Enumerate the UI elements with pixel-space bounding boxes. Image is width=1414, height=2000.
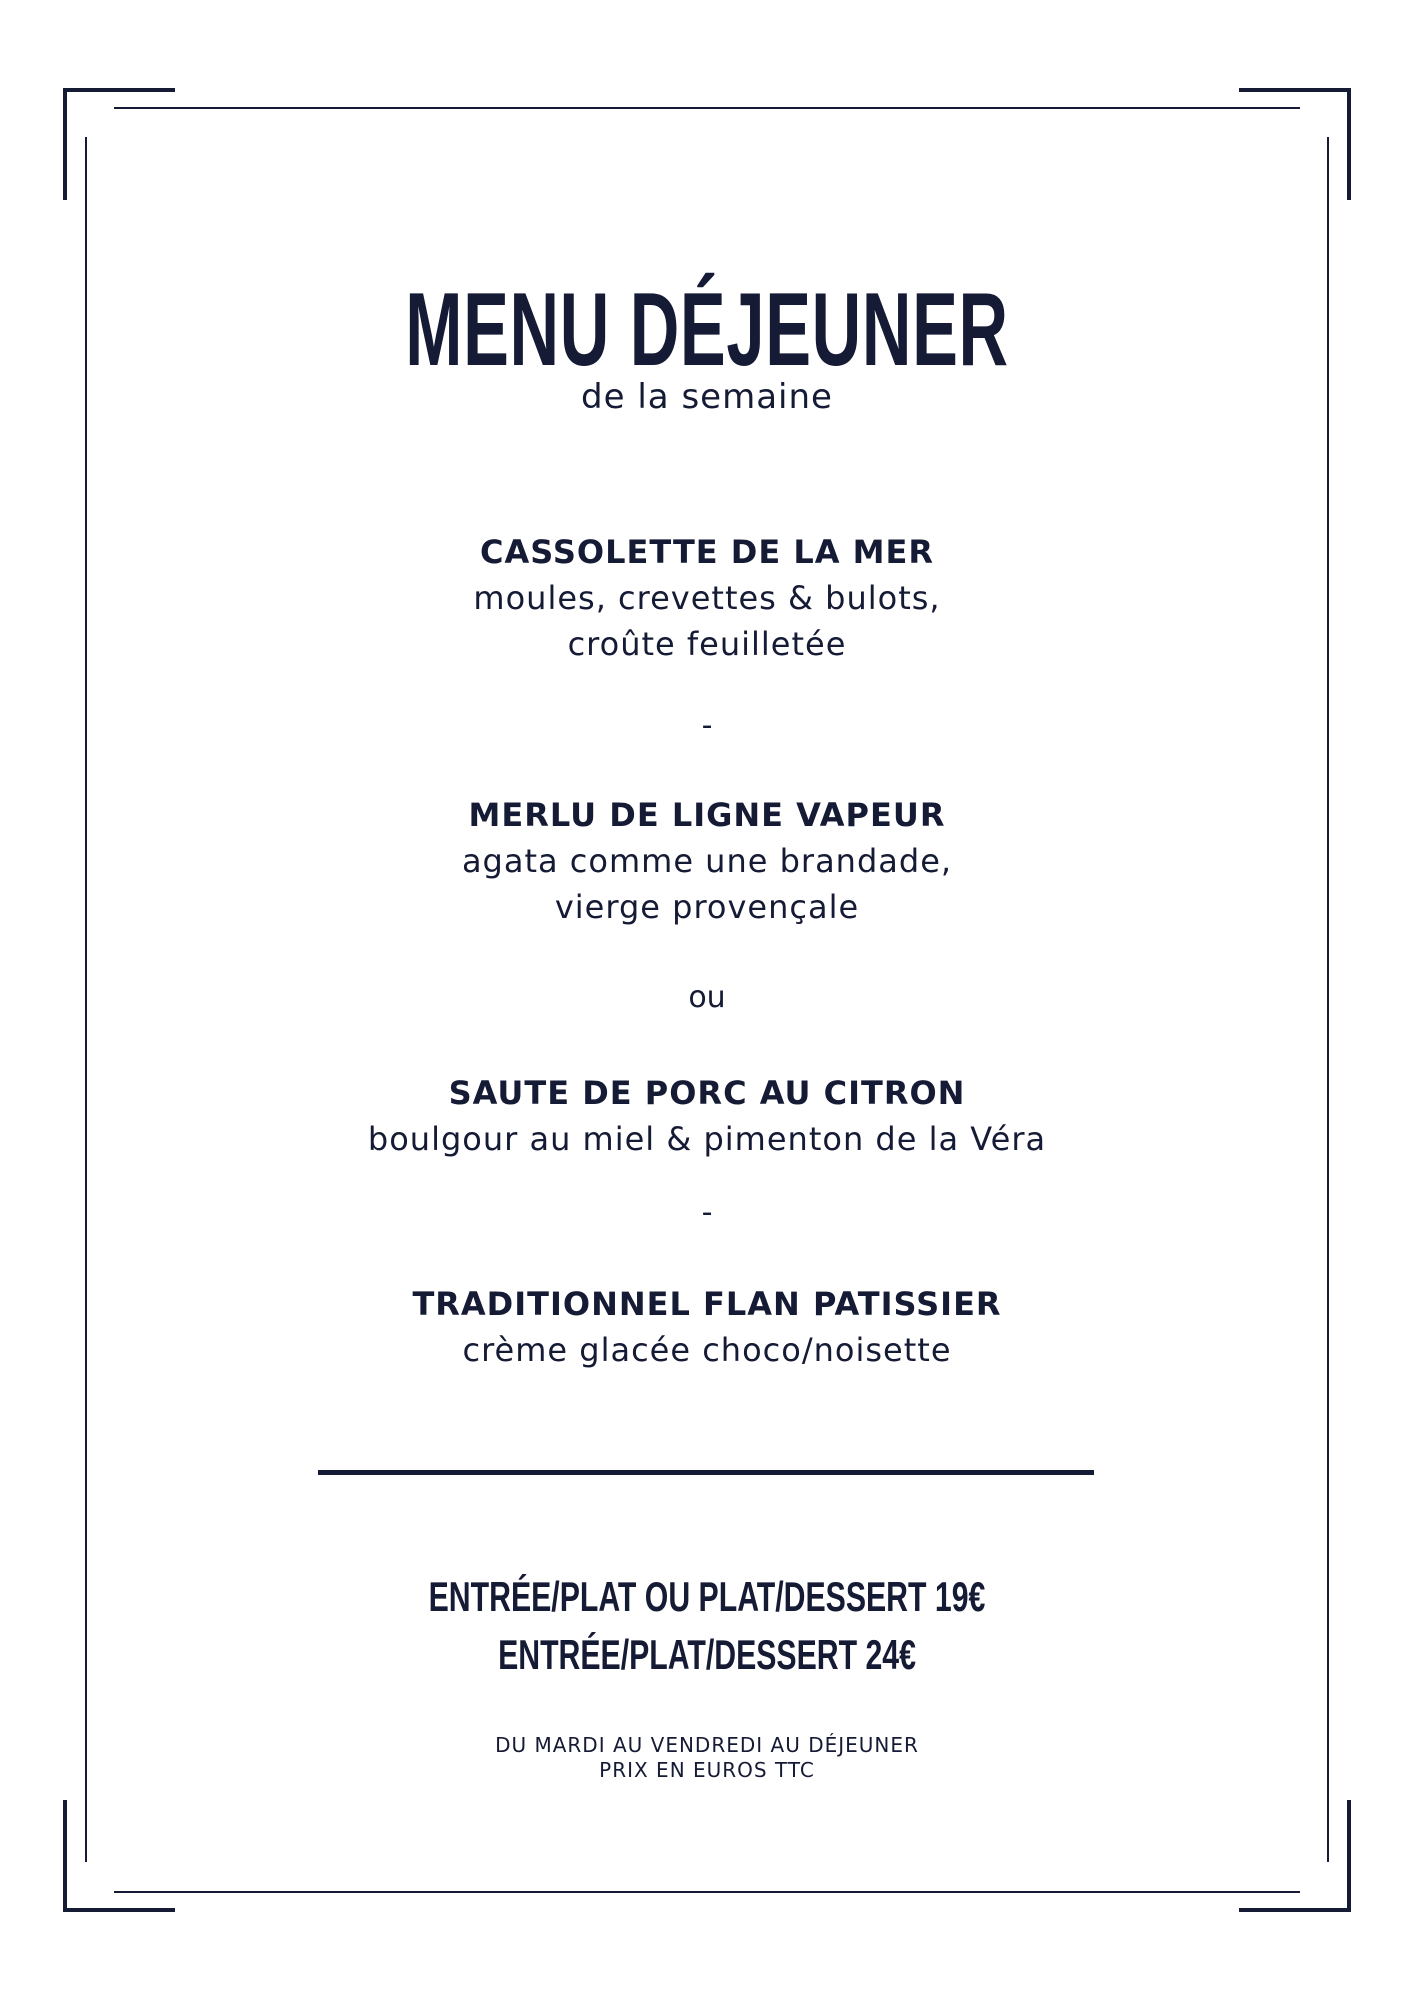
or-label: ou [688,980,726,1015]
price-line-1: ENTRÉE/PLAT OU PLAT/DESSERT 19€ [428,1573,986,1620]
availability-note: DU MARDI AU VENDREDI AU DÉJEUNER [495,1733,919,1757]
course-separator: - [701,708,713,743]
starter-name: CASSOLETTE DE LA MER [480,533,934,571]
corner-bracket-bottom-right [1239,1800,1351,1912]
divider-line [318,1470,1094,1475]
starter-desc-line1: moules, crevettes & bulots, [473,579,941,617]
price-line-2: ENTRÉE/PLAT/DESSERT 24€ [498,1631,916,1678]
main1-desc-line2: vierge provençale [554,888,860,926]
main1-name: MERLU DE LIGNE VAPEUR [468,796,946,834]
main2-desc-line1: boulgour au miel & pimenton de la Véra [367,1120,1047,1158]
page-title: MENU DÉJEUNER [405,272,1009,388]
tax-note: PRIX EN EUROS TTC [599,1758,815,1782]
frame-top-line [114,107,1300,109]
page-subtitle: de la semaine [581,377,833,417]
corner-bracket-bottom-left [63,1800,175,1912]
dessert-desc-line1: crème glacée choco/noisette [462,1331,952,1369]
main1-desc-line1: agata comme une brandade, [461,842,953,880]
frame-bottom-line [114,1891,1300,1893]
main2-name: SAUTE DE PORC AU CITRON [448,1074,966,1112]
dessert-name: TRADITIONNEL FLAN PATISSIER [412,1285,1002,1323]
starter-desc-line2: croûte feuilletée [567,625,847,663]
corner-bracket-top-left [63,88,175,200]
course-separator: - [701,1195,713,1230]
corner-bracket-top-right [1239,88,1351,200]
